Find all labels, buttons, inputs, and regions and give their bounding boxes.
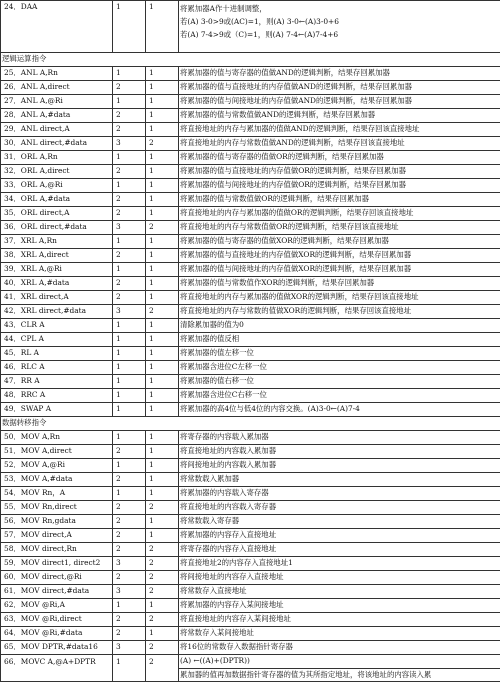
cycles-cell: 1 [146, 333, 179, 347]
mnemonic-cell: 35．ORL direct,A [1, 207, 113, 221]
bytes-cell: 1 [113, 179, 146, 193]
bytes-cell: 2 [113, 165, 146, 179]
table-row [1, 445, 500, 459]
bytes-cell: 3 [113, 585, 146, 599]
bytes-cell: 2 [113, 613, 146, 627]
bytes-cell: 2 [113, 123, 146, 137]
cycles-cell: 1 [146, 67, 179, 81]
bytes-cell: 2 [113, 445, 146, 459]
mnemonic-cell: 43．CLR A [1, 319, 113, 333]
description-cell: 将累加器的值与直接地址的内存值做OR的逻辑判断，结果存回累加器 [179, 165, 500, 179]
mnemonic-cell: 25．ANL A,Rn [1, 67, 113, 81]
bytes-cell: 3 [113, 221, 146, 235]
description-cell: 将寄存器的内容载入累加器 [179, 431, 500, 445]
bytes-cell: 2 [113, 207, 146, 221]
cycles-cell: 1 [146, 431, 179, 445]
cycles-cell: 1 [146, 375, 179, 389]
description-cell: 将直接地址的内存与累加器的值做OR的逻辑判断，结果存回该直接地址 [179, 207, 500, 221]
table-row [1, 249, 500, 263]
table-row [1, 473, 500, 487]
bytes-cell: 2 [113, 473, 146, 487]
mnemonic-cell: 63．MOV @Ri,direct [1, 613, 113, 627]
table-row [1, 627, 500, 641]
cycles-cell: 1 [146, 193, 179, 207]
table-row [1, 67, 500, 81]
section-heading: 逻辑运算指令 [1, 53, 500, 67]
cycles-cell: 1 [146, 123, 179, 137]
description-cell: 清除累加器的值为0 [179, 319, 500, 333]
bytes-cell: 2 [113, 249, 146, 263]
mnemonic-cell: 66．MOVC A,@A+DPTR [1, 655, 113, 682]
cycles-cell: 1 [146, 403, 179, 417]
mnemonic-cell: 30．ANL direct,#data [1, 137, 113, 151]
bytes-cell: 1 [113, 235, 146, 249]
mnemonic-cell: 46．RLC A [1, 361, 113, 375]
table-row [1, 179, 500, 193]
mnemonic-cell: 36．ORL direct,#data [1, 221, 113, 235]
cycles-cell: 1 [146, 249, 179, 263]
mnemonic-cell: 27．ANL A,@Ri [1, 95, 113, 109]
cycles-cell: 1 [146, 151, 179, 165]
bytes-cell: 1 [113, 151, 146, 165]
description-cell: 将16位的常数存入数据指针寄存器 [179, 641, 500, 655]
description-cell: 将直接地址的内容载入寄存器 [179, 501, 500, 515]
cycles-cell: 1 [146, 389, 179, 403]
cycles-cell: 1 [146, 291, 179, 305]
cycles-cell: 2 [146, 585, 179, 599]
cycles-cell: 2 [146, 641, 179, 655]
cycles-cell: 1 [146, 599, 179, 613]
bytes-cell: 3 [113, 557, 146, 571]
description-cell: 将累加器的值与间接地址的内存值做OR的逻辑判断，结果存回累加器 [179, 179, 500, 193]
table-row [1, 529, 500, 543]
mnemonic-cell: 64．MOV @Ri,#data [1, 627, 113, 641]
description-cell: 将累加器的值与直接地址的内存值做AND的逻辑判断，结果存回累加器 [179, 81, 500, 95]
mnemonic-cell: 57．MOV direct,A [1, 529, 113, 543]
table-row [1, 333, 500, 347]
table-row [1, 557, 500, 571]
description-cell: 将累加器含进位C右移一位 [179, 389, 500, 403]
cycles-cell: 2 [146, 137, 179, 151]
bytes-cell: 1 [113, 95, 146, 109]
table-row [1, 613, 500, 627]
mnemonic-cell: 49．SWAP A [1, 403, 113, 417]
bytes-cell: 1 [113, 431, 146, 445]
bytes-cell: 3 [113, 641, 146, 655]
cycles-cell: 2 [146, 501, 179, 515]
description-cell: 将累加器的高4位与低4位的内容交换。(A)3-0←(A)7-4 [179, 403, 500, 417]
row-daa [1, 1, 500, 53]
cycles-cell: 1 [146, 627, 179, 641]
bytes-cell: 1 [113, 403, 146, 417]
cycles-cell: 2 [146, 571, 179, 585]
table-row [1, 487, 500, 501]
bytes-cell: 1 [113, 319, 146, 333]
daa-line-3: 若(A) 7-4>9或（C)=1，则(A) 7-4←(A)7-4+6 [180, 30, 339, 39]
description-cell: (A) ←((A)+(DPTR)) [179, 655, 500, 669]
mnemonic-cell: 61．MOV direct,#data [1, 585, 113, 599]
description-cell: 将累加器的值与寄存器的值做AND的逻辑判断，结果存回累加器 [179, 67, 500, 81]
mnemonic-cell: 31．ORL A,Rn [1, 151, 113, 165]
bytes-cell: 2 [113, 571, 146, 585]
description-cell: 将累加器的值与寄存器的值做OR的逻辑判断，结果存回累加器 [179, 151, 500, 165]
bytes-cell: 1 [113, 361, 146, 375]
table-row [1, 515, 500, 529]
section-heading: 数据转移指令 [1, 417, 500, 431]
table-row [1, 137, 500, 151]
bytes-cell: 2 [113, 543, 146, 557]
mnemonic-cell: 55．MOV Rn,direct [1, 501, 113, 515]
bytes-cell: 1 [113, 375, 146, 389]
mnemonic-cell: 40．XRL A,#data [1, 277, 113, 291]
bytes-cell: 2 [113, 529, 146, 543]
mnemonic-cell: 65．MOV DPTR,#data16 [1, 641, 113, 655]
description-cell: 累加器的值再加数据指针寄存器的值为其所指定地址，将该地址的内容读入累 [179, 669, 500, 682]
cycles-cell: 1 [146, 1, 179, 53]
mnemonic-cell: 48．RRC A [1, 389, 113, 403]
description-cell: 将直接地址的内容载入累加器 [179, 445, 500, 459]
table-row [1, 389, 500, 403]
cycles-cell: 2 [146, 305, 179, 319]
table-row [1, 81, 500, 95]
table-row [1, 641, 500, 655]
bytes-cell: 3 [113, 305, 146, 319]
description-cell: 将直接地址的内存与常数值做AND的逻辑判断，结果存回该直接地址 [179, 137, 500, 151]
cycles-cell: 1 [146, 487, 179, 501]
table-row [1, 403, 500, 417]
table-row [1, 543, 500, 557]
bytes-cell: 1 [113, 1, 146, 53]
description-cell: 将常数存入直接地址 [179, 585, 500, 599]
description-cell: 将累加器的内容载入寄存器 [179, 487, 500, 501]
bytes-cell: 2 [113, 193, 146, 207]
table-row [1, 585, 500, 599]
section-logic [1, 53, 500, 67]
row-movc [1, 655, 500, 669]
bytes-cell: 1 [113, 655, 146, 682]
mnemonic-cell: 59．MOV direct1, direct2 [1, 557, 113, 571]
mnemonic-cell: 33．ORL A,@Ri [1, 179, 113, 193]
cycles-cell: 2 [146, 557, 179, 571]
daa-line-1: 将累加器A作十进制调整， [180, 4, 267, 13]
mnemonic-cell: 58．MOV direct,Rn [1, 543, 113, 557]
description-cell: 将常数载入寄存器 [179, 515, 500, 529]
cycles-cell: 1 [146, 515, 179, 529]
description-cell: 将间接地址的内容载入累加器 [179, 459, 500, 473]
bytes-cell: 1 [113, 263, 146, 277]
table-row [1, 347, 500, 361]
mnemonic-cell: 44．CPL A [1, 333, 113, 347]
cycles-cell: 1 [146, 277, 179, 291]
table-row [1, 361, 500, 375]
cycles-cell: 1 [146, 445, 179, 459]
cycles-cell: 1 [146, 319, 179, 333]
cycles-cell: 1 [146, 95, 179, 109]
table-row [1, 235, 500, 249]
description-cell: 将累加器的值与间接地址的内存值做AND的逻辑判断，结果存回累加器 [179, 95, 500, 109]
cycles-cell: 2 [146, 655, 179, 682]
bytes-cell: 2 [113, 277, 146, 291]
description-cell: 将累加器的值与常数值作XOR的逻辑判断，结果存回累加器 [179, 277, 500, 291]
cycles-cell: 1 [146, 81, 179, 95]
table-row [1, 459, 500, 473]
mnemonic-cell: 26．ANL A,direct [1, 81, 113, 95]
table-row [1, 263, 500, 277]
mnemonic-cell: 42．XRL direct,#data [1, 305, 113, 319]
bytes-cell: 1 [113, 599, 146, 613]
cycles-cell: 1 [146, 235, 179, 249]
mnemonic-cell: 34．ORL A,#data [1, 193, 113, 207]
table-row [1, 291, 500, 305]
mnemonic-cell: 62．MOV @Ri,A [1, 599, 113, 613]
cycles-cell: 2 [146, 221, 179, 235]
description-cell: 将常数载入累加器 [179, 473, 500, 487]
table-row [1, 109, 500, 123]
description-cell [179, 1, 500, 53]
mnemonic-cell: 45．RL A [1, 347, 113, 361]
description-cell: 将累加器的内容存入直接地址 [179, 529, 500, 543]
bytes-cell: 1 [113, 333, 146, 347]
cycles-cell: 1 [146, 109, 179, 123]
description-cell: 将累加器的值与直接地址的内存值做XOR的逻辑判断，结果存回累加器 [179, 249, 500, 263]
description-cell: 将累加器的值左移一位 [179, 347, 500, 361]
mnemonic-cell: 51．MOV A,direct [1, 445, 113, 459]
mnemonic-cell: 54．MOV Rn，A [1, 487, 113, 501]
description-cell: 将累加器的值与常数值做OR的逻辑判断，结果存回累加器 [179, 193, 500, 207]
bytes-cell: 1 [113, 67, 146, 81]
table-row [1, 277, 500, 291]
mnemonic-cell: 38．XRL A,direct [1, 249, 113, 263]
mnemonic-cell: 47．RR A [1, 375, 113, 389]
table-row [1, 375, 500, 389]
description-cell: 将直接地址的内容存入某间接地址 [179, 613, 500, 627]
mnemonic-cell: 53．MOV A,#data [1, 473, 113, 487]
cycles-cell: 1 [146, 263, 179, 277]
cycles-cell: 1 [146, 347, 179, 361]
mnemonic-cell: 32．ORL A,direct [1, 165, 113, 179]
bytes-cell: 1 [113, 347, 146, 361]
table-row [1, 319, 500, 333]
bytes-cell: 2 [113, 81, 146, 95]
cycles-cell: 1 [146, 529, 179, 543]
mnemonic-cell: 39．XRL A,@Ri [1, 263, 113, 277]
table-row [1, 221, 500, 235]
description-cell: 将直接地址的内存与累加器的值做XOR的逻辑判断，结果存回该直接地址 [179, 291, 500, 305]
bytes-cell: 2 [113, 515, 146, 529]
description-cell: 将累加器的值右移一位 [179, 375, 500, 389]
cycles-cell: 1 [146, 207, 179, 221]
description-cell: 将常数存入某间接地址 [179, 627, 500, 641]
description-cell: 将间接地址的内容存入直接地址 [179, 571, 500, 585]
description-cell: 将直接地址2的内容存入直接地址1 [179, 557, 500, 571]
bytes-cell: 1 [113, 487, 146, 501]
description-cell: 将累加器的值与常数值做AND的逻辑判断，结果存回累加器 [179, 109, 500, 123]
bytes-cell: 1 [113, 459, 146, 473]
cycles-cell: 1 [146, 459, 179, 473]
section-transfer [1, 417, 500, 431]
description-cell: 将累加器的内容存入某间接地址 [179, 599, 500, 613]
description-cell: 将累加器的值与间接地址的内存值做XOR的逻辑判断，结果存回累加器 [179, 263, 500, 277]
table-row [1, 193, 500, 207]
table-row [1, 305, 500, 319]
bytes-cell: 2 [113, 291, 146, 305]
table-row [1, 599, 500, 613]
table-row [1, 571, 500, 585]
description-cell: 将直接地址的内存与常数值做OR的逻辑判断，结果存回该直接地址 [179, 221, 500, 235]
description-cell: 将直接地址的内存与常数的值做XOR的逻辑判断，结果存回该直接地址 [179, 305, 500, 319]
mnemonic-cell: 28．ANL A,#data [1, 109, 113, 123]
cycles-cell: 1 [146, 473, 179, 487]
bytes-cell: 3 [113, 137, 146, 151]
bytes-cell: 2 [113, 627, 146, 641]
description-cell: 将寄存器的内容存入直接地址 [179, 543, 500, 557]
description-cell: 将直接地址的内存与累加器的值做AND的逻辑判断，结果存回该直接地址 [179, 123, 500, 137]
bytes-cell: 2 [113, 501, 146, 515]
mnemonic-cell: 29．ANL direct,A [1, 123, 113, 137]
cycles-cell: 1 [146, 165, 179, 179]
bytes-cell: 1 [113, 389, 146, 403]
table-row [1, 123, 500, 137]
bytes-cell: 2 [113, 109, 146, 123]
table-row [1, 95, 500, 109]
table-row [1, 431, 500, 445]
mnemonic-cell: 50．MOV A,Rn [1, 431, 113, 445]
cycles-cell: 2 [146, 543, 179, 557]
mnemonic-cell: 41．XRL direct,A [1, 291, 113, 305]
cycles-cell: 2 [146, 613, 179, 627]
description-cell: 将累加器的值反相 [179, 333, 500, 347]
mnemonic-cell: 56．MOV Rn,gdata [1, 515, 113, 529]
mnemonic-cell: 60．MOV direct,@Ri [1, 571, 113, 585]
mnemonic-cell: 52．MOV A,@Ri [1, 459, 113, 473]
mnemonic-cell: 37．XRL A,Rn [1, 235, 113, 249]
table-row [1, 165, 500, 179]
table-row [1, 207, 500, 221]
description-cell: 将累加器的值与寄存器的值做XOR的逻辑判断，结果存回累加器 [179, 235, 500, 249]
table-row [1, 151, 500, 165]
mnemonic-cell: 24．DAA [1, 1, 113, 53]
table-row [1, 501, 500, 515]
description-cell: 将累加器含进位C左移一位 [179, 361, 500, 375]
cycles-cell: 1 [146, 179, 179, 193]
daa-line-2: 若(A) 3-0>9或(AC)=1，则(A) 3-0←(A)3-0+6 [180, 17, 339, 26]
cycles-cell: 1 [146, 361, 179, 375]
